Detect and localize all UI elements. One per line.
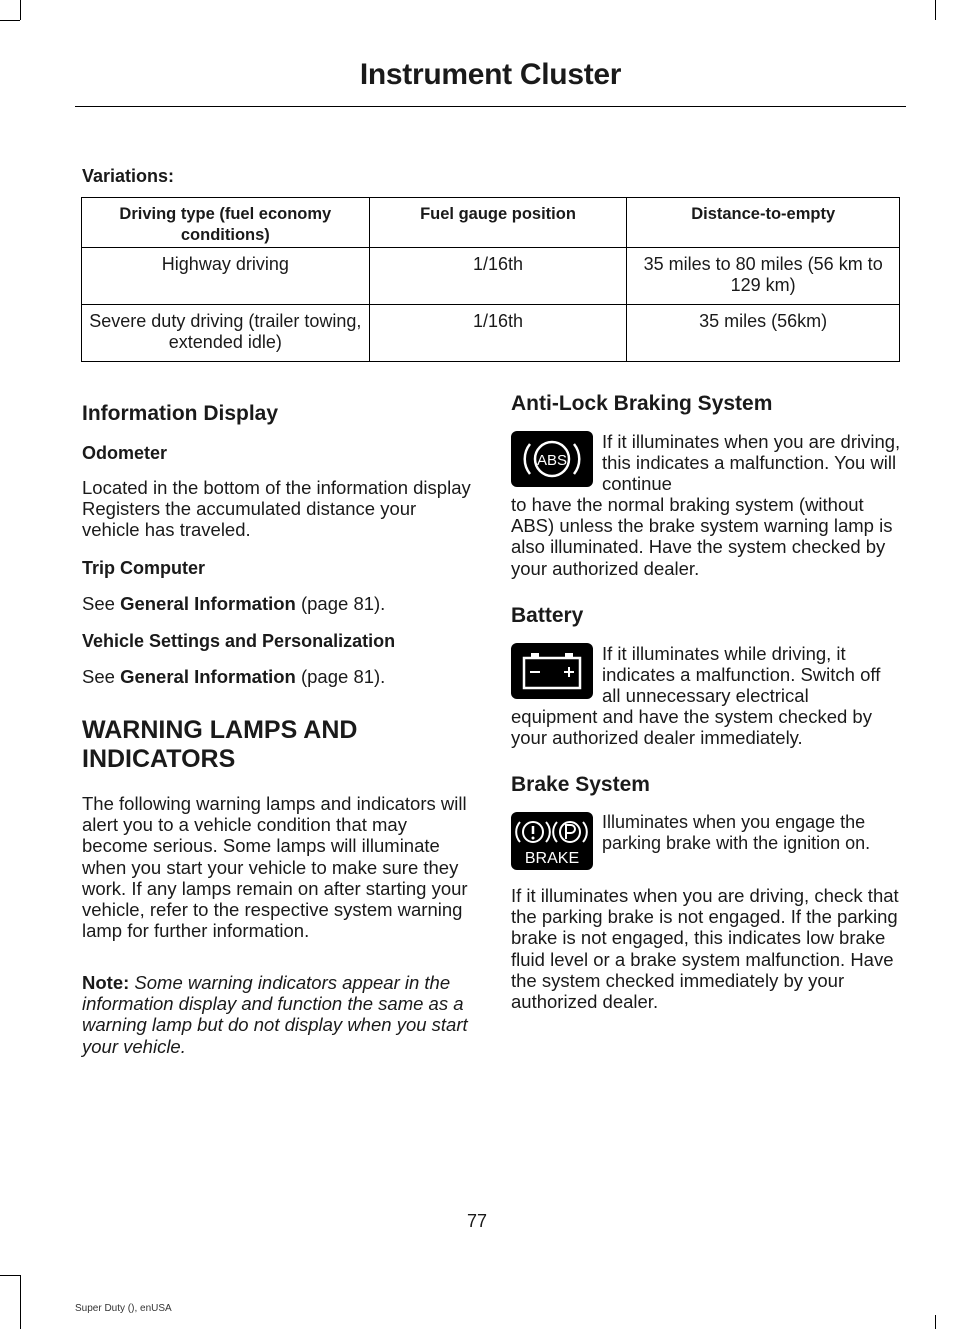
table-cell: Severe duty driving (trailer towing, extended idle) bbox=[82, 305, 370, 362]
trip-computer-heading: Trip Computer bbox=[82, 558, 206, 578]
see-text: See bbox=[82, 666, 121, 687]
brake-icon-label: BRAKE bbox=[524, 850, 580, 867]
page-reference: (page 81). bbox=[295, 593, 386, 614]
variations-label: Variations: bbox=[82, 166, 175, 186]
column-header: Fuel gauge position bbox=[369, 198, 627, 248]
title-divider bbox=[75, 106, 906, 107]
general-information-link[interactable]: General Information bbox=[120, 593, 296, 614]
page-number: 77 bbox=[466, 1211, 488, 1231]
odometer-text: Located in the bottom of the information display Registers the accumulated distance your vehicle has traveled. bbox=[82, 477, 471, 541]
vehicle-settings-reference bbox=[82, 666, 472, 687]
note-paragraph bbox=[82, 972, 472, 1057]
table-cell: 35 miles (56km) bbox=[627, 305, 900, 362]
note-label: Note: bbox=[82, 972, 130, 993]
page-reference: (page 81). bbox=[295, 666, 386, 687]
crop-mark bbox=[20, 1275, 21, 1329]
abs-warning-icon bbox=[511, 431, 593, 487]
general-information-link[interactable]: General Information bbox=[120, 666, 296, 687]
battery-warning-icon bbox=[511, 643, 593, 699]
column-header: Driving type (fuel economy conditions) bbox=[82, 198, 370, 248]
warning-lamps-heading: WARNING LAMPS AND INDICATORS bbox=[82, 716, 358, 773]
abs-text-intro: If it illuminates when you are driving, this indicates a malfunction. You will continue bbox=[602, 431, 901, 495]
trip-computer-reference bbox=[82, 593, 472, 614]
column-header: Distance-to-empty bbox=[627, 198, 900, 248]
note-text: Some warning indicators appear in the information display and function the same as a warning lamp but do not display when you start your vehicle. bbox=[82, 972, 468, 1057]
abs-text: to have the normal braking system (without ABS) unless the brake system warning lamp is also illuminated. Have the system checked by your authorized dealer. bbox=[511, 494, 893, 579]
section-heading-battery: Battery bbox=[511, 604, 584, 627]
brake-warning-icon bbox=[511, 812, 593, 870]
section-heading-abs: Anti-Lock Braking System bbox=[511, 392, 773, 415]
document-label: Super Duty (), enUSA bbox=[75, 1303, 172, 1314]
battery-text: equipment and have the system checked by your authorized dealer immediately. bbox=[511, 706, 872, 749]
see-text: See bbox=[82, 593, 121, 614]
table-row bbox=[82, 305, 900, 362]
vehicle-settings-heading: Vehicle Settings and Personalization bbox=[82, 631, 396, 651]
table-header-row bbox=[82, 198, 900, 248]
table-cell: 1/16th bbox=[369, 248, 627, 305]
crop-mark bbox=[935, 1315, 936, 1329]
table-row bbox=[82, 248, 900, 305]
abs-icon-label: ABS bbox=[536, 452, 568, 469]
crop-mark bbox=[0, 20, 20, 21]
section-heading-brake: Brake System bbox=[511, 773, 650, 796]
warning-lamps-text: The following warning lamps and indicators will alert you to a vehicle condition that may become serious. Some lamps will illuminate when you start your vehicle to make sure they work. If any lamps remain on after starting your vehicle, refer to the respective system warning lamp for further information. bbox=[82, 793, 468, 942]
crop-mark bbox=[20, 0, 21, 20]
section-heading-information-display: Information Display bbox=[82, 402, 279, 425]
brake-text: If it illuminates when you are driving, check that the parking brake is not engaged. If the parking brake is not engaged, this indicates low brake fluid level or a brake system malfunction. Have the system checked immediately by your authorized dealer. bbox=[511, 885, 899, 1013]
battery-text-intro: If it illuminates while driving, it indicates a malfunction. Switch off all unnecessary electrical bbox=[602, 643, 881, 707]
table-cell: 1/16th bbox=[369, 305, 627, 362]
variations-table bbox=[81, 197, 900, 362]
page-title: Instrument Cluster bbox=[359, 58, 622, 91]
table-cell: 35 miles to 80 miles (56 km to 129 km) bbox=[627, 248, 900, 305]
crop-mark bbox=[935, 0, 936, 20]
crop-mark bbox=[0, 1275, 20, 1276]
odometer-heading: Odometer bbox=[82, 443, 168, 463]
brake-text-intro: Illuminates when you engage the parking brake with the ignition on. bbox=[602, 812, 871, 854]
table-cell: Highway driving bbox=[82, 248, 370, 305]
